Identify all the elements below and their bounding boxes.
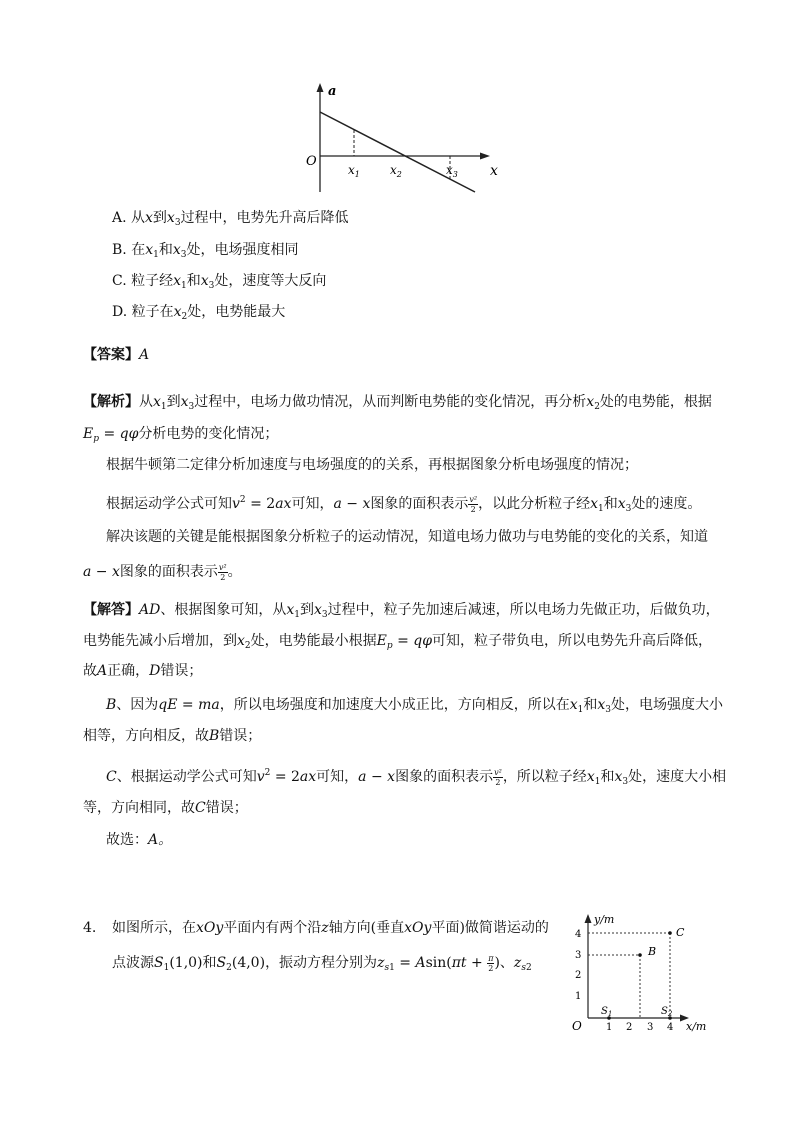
analysis-line-5: 解决该题的关键是能根据图象分析粒子的运动情况，知道电场力做功与电势能的变化的关系，知道: [106, 529, 708, 545]
solution-line-1: 【解答】AD、根据图象可知，从$x_1$到$x_3$过程中，粒子先加速后减速，所以电场力先做正功，后做负功，: [83, 602, 720, 620]
analysis-line-6: a − x图象的面积表示 $\frac{\text{v²}}{2}$ 。: [83, 563, 242, 582]
solution-line-8: 故选：A。: [106, 832, 173, 848]
option-c: C. 粒子经$x_1$和$x_3$处，速度等大反向: [112, 273, 327, 291]
graph2-x-tick: 2: [626, 1022, 633, 1033]
graph2-x-tick: 4: [667, 1022, 674, 1033]
graph2-y-tick: 2: [575, 970, 582, 981]
solution-line-3: 故A正确，D错误；: [83, 663, 203, 679]
graph2-origin-label: O: [572, 1019, 582, 1033]
graph2-x-tick: 3: [647, 1022, 654, 1033]
graph1-axis-x-label: x: [490, 163, 498, 179]
question-4-line-1: 如图所示，在xOy平面内有两个沿z轴方向(垂直xOy平面)做简谐运动的: [112, 920, 549, 936]
graph1-axis-y-label: a: [328, 84, 337, 99]
graph2-y-axis-label: y/m: [594, 913, 615, 926]
graph2-s1-label: $S_1$: [601, 1006, 613, 1018]
graph2-s2-label: $S_2$: [661, 1006, 673, 1018]
solution-line-7: 等，方向相同，故C错误；: [83, 800, 248, 816]
graph2-y-tick: 3: [575, 950, 582, 961]
acceleration-position-graph: [300, 80, 510, 205]
question-4-number: 4.: [83, 920, 97, 936]
option-b: B. 在$x_1$和$x_3$处，电场强度相同: [112, 242, 299, 260]
point-c-marker: [668, 931, 672, 935]
graph2-y-tick: 4: [575, 929, 582, 940]
graph1-origin-label: O: [306, 154, 317, 169]
point-b-marker: [638, 953, 642, 957]
solution-line-6: C、根据运动学公式可知$v^2 = 2ax$可知，a − x图象的面积表示 $\frac{\text{v²}}{2}$ ，所以粒子经$x_1$和$x_3$处，速度大小相: [106, 768, 727, 787]
graph2-y-tick: 1: [575, 991, 582, 1002]
graph2-point-b-label: B: [648, 945, 657, 958]
wave-source-coordinate-graph: [564, 908, 724, 1038]
question-4-line-2: 点波源$S_1(1,0)$和$S_2(4,0)$，振动方程分别为$z_{s1} = Asin(\pi t$ + $\frac{\pi}{2}$ )、$z_{s2}$: [112, 954, 532, 973]
graph1-tick-x2: $x_2$: [390, 163, 402, 179]
option-a: A. 从x到$x_3$过程中，电势先升高后降低: [112, 210, 349, 228]
graph1-tick-x3: $x_3$: [446, 163, 458, 179]
analysis-line-3: 根据牛顿第二定律分析加速度与电场强度的的关系，再根据图象分析电场强度的情况；: [106, 457, 638, 473]
solution-line-5: 相等，方向相反，故B错误；: [83, 728, 262, 744]
analysis-line-4: 根据运动学公式可知$v^2 = 2ax$可知，a − x图象的面积表示 $\frac{\text{v²}}{2}$ ，以此分析粒子经$x_1$和$x_3$处的速度。: [106, 495, 702, 514]
analysis-line-1: 【解析】从$x_1$到$x_3$过程中，电场力做功情况，从而判断电势能的变化情况，再分析$x_2$处的电势能，根据: [83, 394, 712, 412]
analysis-line-2: $E_p = q\varphi$分析电势的变化情况；: [83, 426, 279, 444]
graph1-tick-x1: $x_1$: [348, 163, 360, 179]
graph2-x-axis-label: x/m: [686, 1020, 707, 1033]
solution-line-2: 电势能先减小后增加，到$x_2$处，电势能最小根据$E_p = q\varphi$可知，粒子带负电，所以电势先升高后降低，: [83, 633, 713, 651]
solution-line-4: B、因为qE = ma，所以电场强度和加速度大小成正比，方向相反，所以在$x_1$和$x_3$处，电场强度大小: [106, 697, 724, 715]
option-d: D. 粒子在$x_2$处，电势能最大: [112, 304, 286, 322]
graph2-x-tick: 1: [606, 1022, 613, 1033]
graph2-point-c-label: C: [676, 926, 685, 939]
answer-line: 【答案】A: [83, 347, 150, 363]
